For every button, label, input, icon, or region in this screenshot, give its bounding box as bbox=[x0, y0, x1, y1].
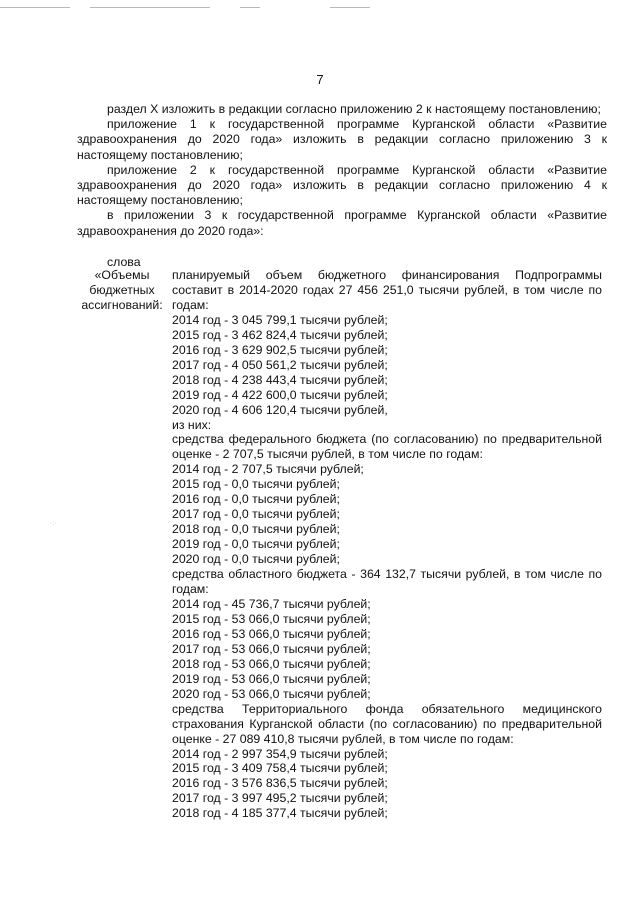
federal-year-line: 2015 год - 0,0 тысячи рублей; bbox=[172, 477, 340, 492]
regional-year-line: 2016 год - 53 066,0 тысячи рублей; bbox=[172, 626, 371, 641]
scan-speck: ·:· bbox=[50, 520, 57, 527]
federal-year-line: 2017 год - 0,0 тысячи рублей; bbox=[172, 507, 340, 522]
funding-details bbox=[172, 268, 602, 821]
regional-year-line: 2018 год - 53 066,0 тысячи рублей; bbox=[172, 656, 371, 671]
slova-word: слова bbox=[107, 255, 141, 269]
funding-summary: планируемый объем бюджетного финансирования Подпрограммы составит в 2014-2020 годах 27 456 251,0 тысячи рублей, в том числе по годам: bbox=[172, 268, 602, 312]
intro-paragraph: раздел X изложить в редакции согласно приложению 2 к настоящему постановлению; bbox=[107, 102, 601, 116]
table-label bbox=[72, 268, 172, 313]
page-number: 7 bbox=[316, 72, 324, 87]
label-line: ассигнований: bbox=[81, 298, 163, 312]
intro-paragraph: приложение 2 к государственной программе Курганской области «Развитие здравоохранения до 2020 года» изложить в редакции согласно приложению 4 к настоящему постановлению; bbox=[77, 162, 607, 208]
regional-year-line: 2020 год - 53 066,0 тысячи рублей; bbox=[172, 686, 371, 701]
total-year-line: 2019 год - 4 422 600,0 тысячи рублей; bbox=[172, 387, 388, 402]
regional-budget-intro: средства областного бюджета - 364 132,7 тысячи рублей, в том числе по годам: bbox=[172, 567, 602, 597]
scan-artifact-line bbox=[90, 7, 210, 8]
label-line: бюджетных bbox=[89, 283, 155, 297]
federal-year-line: 2016 год - 0,0 тысячи рублей; bbox=[172, 492, 340, 507]
label-line: «Объемы bbox=[94, 268, 150, 282]
insurance-fund-intro: средства Территориального фонда обязательного медицинского страхования Курганской области (по согласованию) по предварительной оценке - 27 089 410,8 тысячи рублей, в том числе по годам: bbox=[172, 701, 602, 746]
regional-year-line: 2014 год - 45 736,7 тысячи рублей; bbox=[172, 596, 371, 611]
scan-artifact-line bbox=[240, 7, 260, 8]
intro-paragraph: в приложении 3 к государственной программе Курганской области «Развитие здравоохранения до 2020 года»: bbox=[77, 208, 607, 238]
regional-year-line: 2017 год - 53 066,0 тысячи рублей; bbox=[172, 641, 371, 656]
fund-year-line: 2017 год - 3 997 495,2 тысячи рублей; bbox=[172, 791, 388, 806]
fund-year-line: 2016 год - 3 576 836,5 тысячи рублей; bbox=[172, 776, 388, 791]
federal-year-line: 2014 год - 2 707,5 тысячи рублей; bbox=[172, 462, 364, 477]
intro-text bbox=[77, 102, 607, 239]
regional-year-line: 2019 год - 53 066,0 тысячи рублей; bbox=[172, 671, 371, 686]
regional-year-line: 2015 год - 53 066,0 тысячи рублей; bbox=[172, 611, 371, 626]
federal-year-line: 2018 год - 0,0 тысячи рублей; bbox=[172, 522, 340, 537]
total-year-line: 2015 год - 3 462 824,4 тысячи рублей; bbox=[172, 327, 388, 342]
scan-artifact-line bbox=[330, 7, 370, 8]
intro-paragraph: приложение 1 к государственной программе Курганской области «Развитие здравоохранения до 2020 года» изложить в редакции согласно приложению 3 к настоящему постановлению; bbox=[77, 117, 607, 162]
of-them-line: из них: bbox=[172, 417, 212, 432]
scan-artifact-line bbox=[0, 7, 70, 8]
total-year-line: 2017 год - 4 050 561,2 тысячи рублей; bbox=[172, 357, 388, 372]
total-year-line: 2014 год - 3 045 799,1 тысячи рублей; bbox=[172, 312, 388, 327]
total-year-line: 2016 год - 3 629 902,5 тысячи рублей; bbox=[172, 342, 388, 357]
fund-year-line: 2015 год - 3 409 758,4 тысячи рублей; bbox=[172, 761, 388, 776]
federal-year-line: 2019 год - 0,0 тысячи рублей; bbox=[172, 537, 340, 552]
total-year-line: 2020 год - 4 606 120,4 тысячи рублей, bbox=[172, 402, 388, 417]
federal-budget-intro: средства федерального бюджета (по согласованию) по предварительной оценке - 2 707,5 тысячи рублей, в том числе по годам: bbox=[172, 432, 602, 462]
fund-year-line: 2014 год - 2 997 354,9 тысячи рублей; bbox=[172, 746, 388, 761]
federal-year-line: 2020 год - 0,0 тысячи рублей; bbox=[172, 552, 340, 567]
total-year-line: 2018 год - 4 238 443,4 тысячи рублей; bbox=[172, 372, 388, 387]
fund-year-line: 2018 год - 4 185 377,4 тысячи рублей; bbox=[172, 806, 388, 821]
